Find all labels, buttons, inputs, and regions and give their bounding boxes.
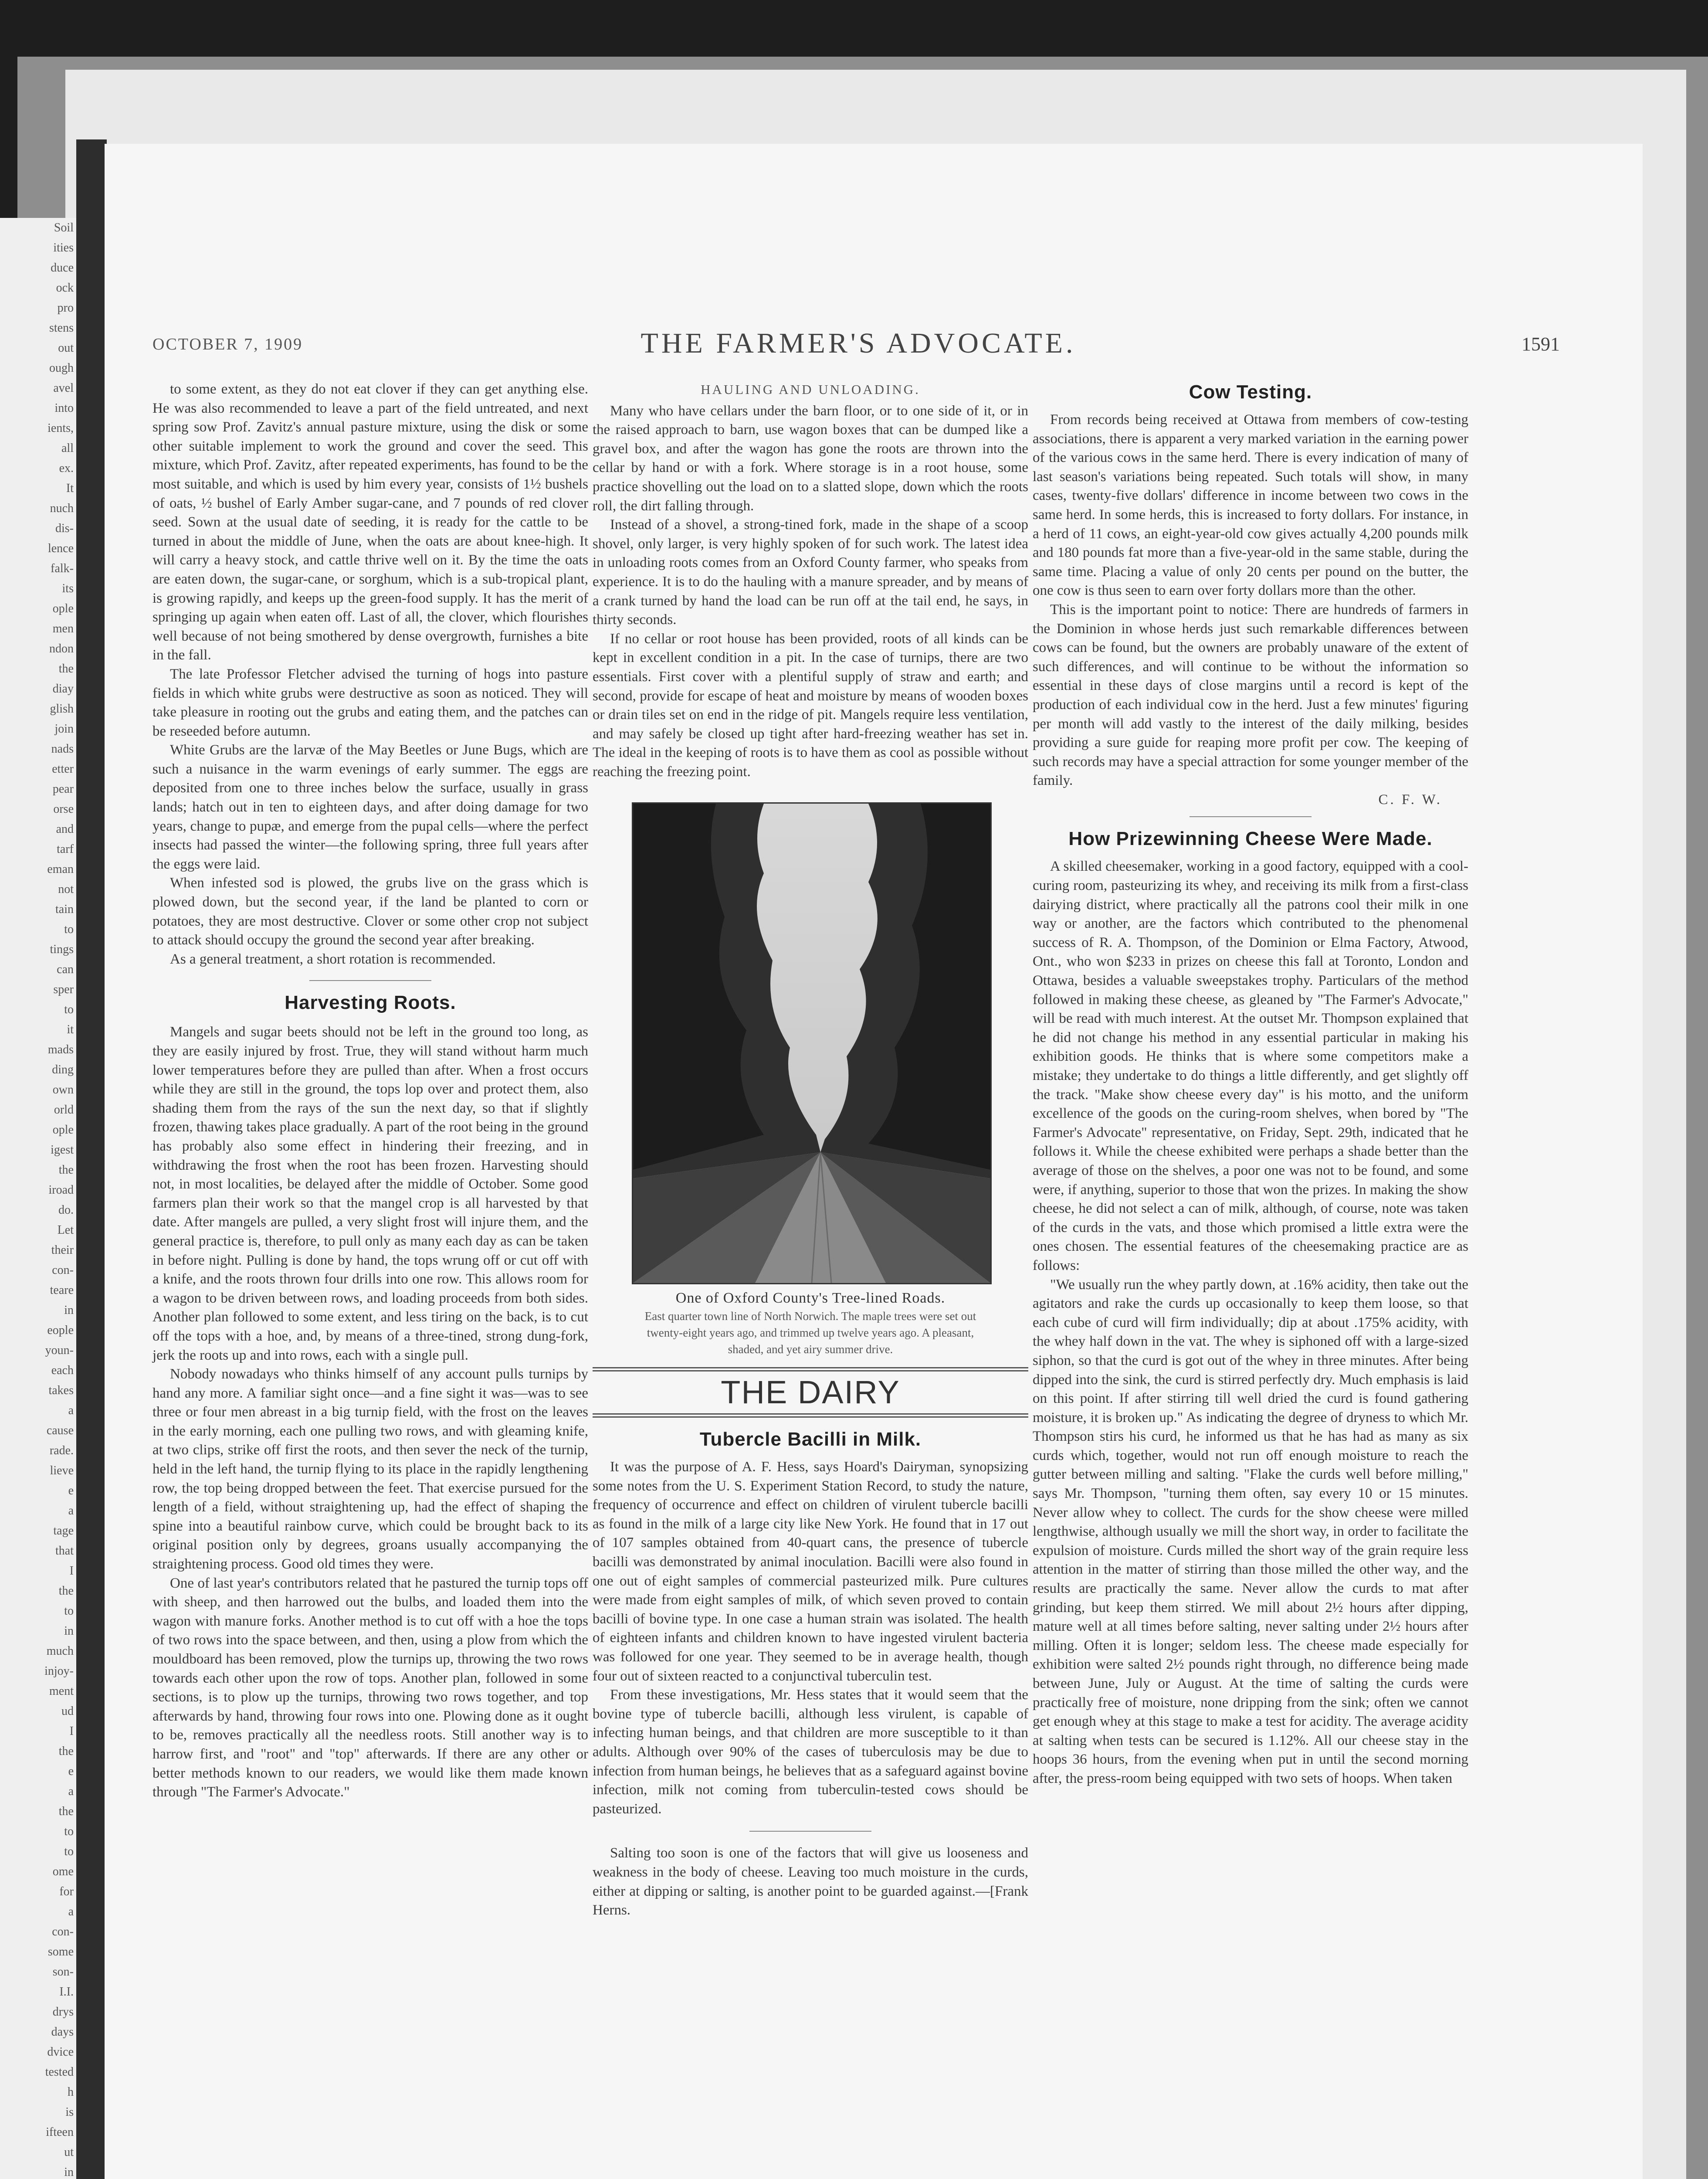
previous-page-fragment: eman [47, 862, 74, 876]
previous-page-fragment: in [64, 1303, 74, 1317]
publication-title: THE FARMER'S ADVOCATE. [640, 327, 1076, 359]
tree-lined-road-illustration [633, 804, 990, 1283]
previous-page-fragment: ment [49, 1684, 74, 1698]
previous-page-edge [0, 218, 78, 2179]
previous-page-fragment: ud [61, 1704, 74, 1718]
previous-page-fragment: to [64, 1003, 74, 1016]
dairy-section-title: THE DAIRY [721, 1374, 900, 1411]
previous-page-fragment: eople [47, 1324, 74, 1337]
previous-page-fragment: some [47, 1945, 74, 1958]
page-header [144, 322, 1573, 370]
previous-page-fragment: youn- [45, 1344, 74, 1357]
previous-page-fragment: tain [55, 903, 74, 916]
previous-page-fragment: h [68, 2085, 74, 2099]
previous-page-fragment: ities [53, 241, 74, 255]
previous-page-fragment: tested [45, 2065, 74, 2079]
article-paragraph: One of last year's contributors related that he pastured the turnip tops off with sheep, and then harrowed out the bulbs, and loaded them into the wagon with manure forks. Another method is to cut off with a hoe the tops of two rows into the space between, and then, using a plow from which the mouldboard has been removed, plow the turnips up, throwing the two rows towards each other upon the row of tops. Another plan, followed in some sections, is to plow up the turnips, throwing two rows together, and top afterwards by hand, throwing four rows into one. Plowing done as it ought to be, removes practically all the needless roots. Still another way is to harrow first, and "root" and "top" afterwards. If there are any other or better methods known to our readers, we would like them made known through "The Farmer's Advocate." [152, 1575, 588, 1800]
article-paragraph: When infested sod is plowed, the grubs live on the grass which is plowed down, but the second year, if the land be planted to corn or potatoes, they are most destructive. Clover or some other crop not subject to attack should occupy the ground the second year after breaking. [152, 875, 588, 948]
article-paragraph: This is the important point to notice: There are hundreds of farmers in the Dominion in whose herds just such remarkable differences between cows can be found, but the owners are probably unaware of the extent of such differences, and will continue to be without the information so essential in these days of close margins until a record is kept of the production of each individual cow in the herd. Just a few minutes' figuring per month will add vastly to the interest of the daily milking, besides providing a sure guide for reaping more profit per cow. The keeping of such records may have a special attraction for some younger member of the family. [1033, 601, 1468, 789]
previous-page-fragment: much [46, 1644, 74, 1658]
previous-page-fragment: igest [51, 1143, 74, 1157]
previous-page-fragment: the [58, 662, 74, 675]
previous-page-fragment: ex. [59, 462, 74, 475]
previous-page-fragment: con- [52, 1925, 74, 1938]
previous-page-fragment: orse [53, 802, 74, 816]
harvesting-roots-article [152, 1023, 588, 1802]
issue-date: OCTOBER 7, 1909 [152, 335, 303, 353]
previous-page-fragment: tarf [57, 842, 74, 856]
previous-page-fragment: join [54, 722, 74, 736]
previous-page-fragment: I.I. [59, 1985, 74, 1999]
previous-page-fragment: each [51, 1364, 74, 1377]
previous-page-fragment: ndon [49, 642, 74, 655]
section-rule-bottom [593, 1413, 1028, 1418]
prizewinning-cheese-headline: How Prizewinning Cheese Were Made. [1068, 828, 1433, 850]
column-3 [1033, 380, 1468, 1789]
previous-page-fragment: ople [52, 602, 74, 615]
previous-page-fragment: son- [52, 1965, 74, 1979]
previous-page-fragment: out [58, 341, 74, 355]
binding-gutter [76, 139, 107, 2179]
previous-page-fragment: and [56, 822, 74, 836]
previous-page-fragment: that [55, 1544, 74, 1558]
previous-page-fragment: mads [47, 1043, 74, 1056]
article-paragraph: Instead of a shovel, a strong-tined fork, made in the shape of a scoop shovel, only larger, is very highly spoken of for such work. The latest idea in unloading roots comes from an Oxford County farmer, who speaks from experience. It is to do the hauling with a manure spreader, and by means of a crank turned by hand the load can be run off at the tail end, he says, in thirty seconds. [593, 517, 1028, 628]
previous-page-fragment: to [64, 1604, 74, 1618]
previous-page-fragment: ients, [47, 421, 74, 435]
previous-page-fragment: nads [51, 742, 74, 756]
previous-page-fragment: lence [47, 542, 74, 555]
previous-page-fragment: days [51, 2025, 74, 2039]
previous-page-fragment: sper [53, 983, 74, 996]
previous-page-fragment: e [68, 1765, 74, 1778]
previous-page-fragment: duce [51, 261, 74, 275]
tubercle-bacilli-article [593, 1458, 1028, 1819]
article-paragraph: From records being received at Ottawa from members of cow-testing associations, there is apparent a very marked variation in the earning power of the various cows in the same herd. There is every indication of many of last season's variations being repeated. Such totals will show, in many cases, twenty-five dollars' difference in income between two cows in the same herd. In some herds, this is increased to forty dollars. For instance, in a herd of 11 cows, an eight-year-old cow gives actually 4,200 pounds milk and 180 pounds fat more than a five-year-old in the same stable, during the same time. Placing a value of only 20 cents per pound on the butter, the one cow is thus seen to earn over forty dollars more than the other. [1033, 412, 1468, 599]
previous-page-fragment: ough [49, 361, 74, 375]
previous-page-fragment: rade. [49, 1444, 74, 1457]
previous-page-fragment: avel [53, 381, 74, 395]
article-paragraph: White Grubs are the larvæ of the May Beetles or June Bugs, which are such a nuisance in the warm evenings of early summer. The eggs are deposited from one to three inches below the surface, usually in grass lands; hatch out in ten to eighteen days, and after doing damage for two years, change to pupæ, and emerge from the pupal cells—where the perfect insects had passed the winter—the following spring, three full years after the eggs were laid. [152, 742, 588, 872]
white-grubs-article [152, 380, 588, 969]
previous-page-fragment: ople [52, 1123, 74, 1137]
cow-testing-headline: Cow Testing. [1189, 381, 1312, 403]
previous-page-fragment: dvice [47, 2045, 74, 2059]
previous-page-fragment: own [52, 1083, 74, 1096]
previous-page-fragment: Let [57, 1223, 74, 1237]
hauling-subhead: HAULING AND UNLOADING. [701, 382, 920, 397]
salting-note: Salting too soon is one of the factors that will give us looseness and weakness in the body of cheese. Leaving too much moisture in the curds, either at dipping or salting, is another point to be guarded against.—[Frank Herns. [593, 1845, 1028, 1918]
previous-page-fragment: their [51, 1243, 74, 1257]
previous-page-fragment: diay [52, 682, 74, 696]
hauling-article [593, 402, 1028, 782]
previous-page-fragment: a [68, 1404, 74, 1417]
previous-page-fragment: a [68, 1905, 74, 1918]
article-paragraph: From these investigations, Mr. Hess states that it would seem that the bovine type of tubercle bacilli, although less virulent, is capable of infecting human beings, and that children are more susceptible to it than adults. Although over 90% of the cases of tuberculosis may be due to infection from human beings, he believes that as a safeguard against bovine infection, milk not coming from tuberculin-tested cows should be pasteurized. [593, 1687, 1028, 1817]
previous-page-fragment: injoy- [44, 1664, 74, 1678]
previous-page-fragment: to [64, 1845, 74, 1858]
prizewinning-cheese-article [1033, 857, 1468, 1788]
previous-page-fragment: nuch [50, 502, 74, 515]
previous-page-fragment: tage [53, 1524, 74, 1538]
previous-page-fragment: all [61, 441, 74, 455]
article-paragraph: Many who have cellars under the barn floor, or to one side of it, or in the raised approach to barn, use wagon boxes that can be dumped like a gravel box, and after the wagon has gone the roots are thrown into the cellar by hand or with a fork. Where storage is in a root house, some practice shovelling out the load on to a slatted slope, down which the roots roll, the dirt falling through. [593, 403, 1028, 514]
previous-page-fragment: a [68, 1504, 74, 1517]
previous-page-fragment: I [69, 1724, 74, 1738]
previous-page-fragment: pear [52, 782, 74, 796]
previous-page-fragment: the [58, 1745, 74, 1758]
article-paragraph: It was the purpose of A. F. Hess, says Hoard's Dairyman, synopsizing some notes from the U. S. Experiment Station Record, to study the nature, frequency of occurrence and effect on children of virulent tubercle bacilli as found in the milk of a large city like New York. He found that in 17 out of 107 samples obtained from 40-quart cans, the presence of tubercle bacilli was demonstrated by animal inoculation. Bacilli were also found in one out of eight samples of commercial pasteurized milk. Pure cultures were made from eight samples of milk, of which seven proved to contain bacilli of bovine type. In one case a human strain was isolated. The health of eighteen infants and children known to have ingested virulent bacteria was followed for one year. They seemed to be in average health, though four out of sixteen reacted to a conjunctival tuberculin test. [593, 1459, 1028, 1684]
section-rule-top [593, 1367, 1028, 1371]
previous-page-fragment: falk- [51, 562, 74, 575]
previous-page-fragment: drys [52, 2005, 74, 2019]
column-1 [152, 380, 588, 1802]
previous-page-fragment: It [66, 482, 74, 495]
previous-page-fragment: I [69, 1564, 74, 1578]
previous-page-fragment: the [58, 1805, 74, 1818]
previous-page-fragment: iroad [48, 1183, 74, 1197]
previous-page-fragment: stens [49, 321, 74, 335]
previous-page-fragment: to [64, 1825, 74, 1838]
previous-page-fragment: pro [57, 301, 74, 315]
previous-page-fragment: takes [48, 1384, 74, 1397]
previous-page-fragment: for [59, 1885, 74, 1898]
previous-page-fragment: teare [50, 1283, 74, 1297]
previous-page-fragment: Soil [54, 221, 74, 234]
previous-page-fragment: e [68, 1484, 74, 1497]
article-paragraph: A skilled cheesemaker, working in a good factory, equipped with a cool-curing room, pasteurizing its whey, and receiving its milk from a first-class dairying district, where practically all the patrons cool their milk in one way or another, are the factors which contributed to the phenomenal success of R. A. Thompson, of the Dominion or Elma Factory, Atwood, Ont., who won $233 in prizes on cheese this fall at Toronto, London and Ottawa, besides a valuable sweepstakes trophy. Particulars of the method followed in making these cheese, as gleaned by "The Farmer's Advocate," will be read with much interest. At the outset Mr. Thompson explained that he did not change his method in any essential particular in making his exhibition goods. He thinks that is where some competitors make a mistake; they undertake to do things a little differently, and get slightly off the track. "Make show cheese every day" is his motto, and the uniform excellence of the goods on the curing-room shelves, when bored by "The Farmer's Advocate" representative, on Friday, Sept. 29th, indicated that he follows it. While the cheese exhibited were perhaps a shade better than the average of those on the shelves, a poor one was not to be found, and some were, if anything, superior to those that won the prizes. In making the show cheese, he did not select a can of milk, although, of course, note was taken of the curds in the vats, and those which promised a little extra were the ones chosen. The essential features of the cheesemaking practice are as follows: [1033, 859, 1468, 1273]
previous-page-fragment: its [62, 582, 74, 595]
previous-page-fragment: not [58, 882, 74, 896]
previous-page-fragment: to [64, 923, 74, 936]
previous-page-fragment: do. [58, 1203, 74, 1217]
photo-title: One of Oxford County's Tree-lined Roads. [675, 1290, 946, 1307]
previous-page-fragment: in [64, 2165, 74, 2179]
previous-page-fragment: ut [64, 2145, 74, 2159]
harvesting-roots-headline: Harvesting Roots. [285, 992, 456, 1014]
previous-page-fragment: glish [50, 702, 74, 716]
previous-page-fragment: ock [56, 281, 74, 295]
article-signature: C. F. W. [1378, 791, 1442, 808]
previous-page-fragment: ding [52, 1063, 74, 1076]
previous-page-fragment: lieve [50, 1464, 74, 1477]
tree-lined-road-photo [632, 802, 992, 1284]
article-paragraph: If no cellar or root house has been provided, roots of all kinds can be kept in excellent condition in a pit. In the case of turnips, there are two essentials. First cover with a plentiful supply of straw and earth; and second, provide for escape of heat and moisture by means of wooden boxes or drain tiles set on end in the ridge of pit. Mangels require less ventilation, and may safely be closed up tight after hard-freezing weather has set in. The ideal in the keeping of roots is to have them as cool as possible without reaching the freezing point. [593, 631, 1028, 780]
previous-page-fragment: in [64, 1624, 74, 1638]
previous-page-fragment: into [54, 401, 74, 415]
previous-page-fragment: ifteen [46, 2125, 74, 2139]
article-paragraph: "We usually run the whey partly down, at .16% acidity, then take out the agitators and rake the curds up occasionally to keep them loose, so that each cube of curd will firm individually; dip at about .175% acidity, with the whey half down in the vat. The whey is siphoned off with a large-sized siphon, so that the curd is got out of the whey in three minutes. After being dipped into the sink, the curd is stirred perfectly dry. Much emphasis is laid on this point. If after stirring till well dried the curd is found gathering moisture, it is broken up." As indicating the degree of dryness to which Mr. Thompson stirs his curd, he informed us that he has had as many as six curds which, together, would not run off enough moisture to reach the gutter between milling and salting. "Flake the curds well before milling," says Mr. Thompson, "turning them often, say every 10 or 15 minutes. Never allow whey to collect. The curds for the show cheese were milled lengthwise, although usually we mill the short way, in order to facilitate the expulsion of moisture. Curds milled the short way of the grain require less attention in the matter of stirring than those milled the other way, and the results are practically the same. Never allow the curds to mat after grinding, but keep them stirred. We mill about 2½ hours after dipping, mature well at all times before salting, never salting under 2½ hours after milling. Often it is longer; seldom less. The cheese made especially for exhibition were salted 2½ pounds right through, no difference being made between June, July or August. At the time of salting the curds were practically free of moisture, none dripping from the sink; often we cannot get enough whey at this stage to make a test for acidity. The average acidity at salting when tests can be secured is 1.12%. All our cheese stay in the hoops 36 hours, from the evening when put in until the second morning after, the press-room being equipped with two sets of hoops. When taken [1033, 1276, 1468, 1786]
previous-page-fragment: can [57, 963, 74, 976]
tubercle-bacilli-headline: Tubercle Bacilli in Milk. [699, 1429, 922, 1450]
previous-page-fragment: the [58, 1584, 74, 1598]
previous-page-fragment: con- [52, 1263, 74, 1277]
column-2 [593, 380, 1028, 1920]
previous-page-fragment: orld [54, 1103, 74, 1117]
article-paragraph: Nobody nowadays who thinks himself of any account pulls turnips by hand any more. A familiar sight once—and a fine sight it was—was to see three or four men abreast in a big turnip field, with the frost on the leaves in the early morning, each one pulling two rows, and with gleaming knife, at two clips, strike off first the roots, and then sever the neck of the turnip, held in the left hand, the turnip flying to its place in the rapidly lengthening row, the top being dropped between the feet. That exercise pursued for the length of a field, without straightening up, had the effect of shaping the spine into a beautiful rainbow curve, which could be brought back to its original position only by degrees, groans usually accompanying the straightening process. Good old times they were. [152, 1366, 588, 1572]
previous-page-fragment: is [65, 2105, 74, 2119]
previous-page-fragment: etter [52, 762, 74, 776]
cow-testing-article [1033, 411, 1468, 791]
previous-page-fragment: men [52, 622, 74, 635]
photo-block [632, 802, 989, 1358]
previous-page-fragment: the [58, 1163, 74, 1177]
previous-page-fragment: tings [50, 943, 74, 956]
previous-page-fragment: ome [52, 1865, 74, 1878]
previous-page-fragment: it [67, 1023, 74, 1036]
article-paragraph: Mangels and sugar beets should not be left in the ground too long, as they are easily injured by frost. True, they will stand without harm much lower temperatures before they are pulled than after. When a frost occurs while they are still in the ground, the tops lop over and protect them, also shading them from the rays of the sun the next day, so that if slightly frozen, thawing takes place gradually. A part of the root being in the ground has probably also some effect in hindering their freezing, and in withdrawing the frost when the root has been frozen. Harvesting should not, in most localities, be delayed after the middle of October. Some good farmers plan their work so that the mangel crop is all harvested by that date. After mangels are pulled, a very slight frost will injure them, and the general practice is, therefore, to pull only as many each day as can be taken in before night. Pulling is done by hand, the tops wrung off or cut off with a knife, and the roots thrown four drills into one row. This allows room for a wagon to be driven between rows, and loading proceeds from both sides. Another plan followed to some extent, and less tiring on the back, is to cut off the tops with a hoe, and, by means of a three-tined, strong dung-fork, jerk the roots up and into rows, each with a single pull. [152, 1024, 588, 1363]
article-paragraph: The late Professor Fletcher advised the turning of hogs into pasture fields in which white grubs were destructive as soon as noticed. They will take pleasure in rooting out the grubs and eating them, and the patches can be reseeded before autumn. [152, 666, 588, 739]
page-number: 1591 [1522, 333, 1560, 355]
article-paragraph: As a general treatment, a short rotation is recommended. [170, 951, 496, 967]
previous-page-fragment: a [68, 1785, 74, 1798]
previous-page-fragment: dis- [55, 522, 74, 535]
article-paragraph: to some extent, as they do not eat clover if they can get anything else. He was also recommended to leave a part of the field untreated, and next spring sow Prof. Zavitz's annual pasture mixture, using the disk or some other suitable implement to work the ground and cover the seed. This mixture, which Prof. Zavitz, after repeated experiments, has found to be the most suitable, and which is used by him every year, consists of 1½ bushels of oats, ½ bushel of Early Amber sugar-cane, and 7 pounds of red clover seed. Sown at the usual date of seeding, it is ready for the cattle to be turned in about the middle of June, when the oats are about knee-high. It will carry a heavy stock, and cattle thrive well on it. By the time the oats are eaten down, the sugar-cane, or sorghum, which is a sub-tropical plant, is growing rapidly, and keeps up the green-food supply. It has the merit of springing up again when eaten off. Last of all, the clover, which flourishes well because of not being smothered by dense overgrowth, furnishes a bite in the fall. [152, 381, 588, 663]
previous-page-fragment: cause [46, 1424, 74, 1437]
photo-caption: East quarter town line of North Norwich. The maple trees were set out twenty-eight years ago, and trimmed up twelve years ago. A pleasant, shaded, and yet airy summer drive. [644, 1310, 976, 1356]
